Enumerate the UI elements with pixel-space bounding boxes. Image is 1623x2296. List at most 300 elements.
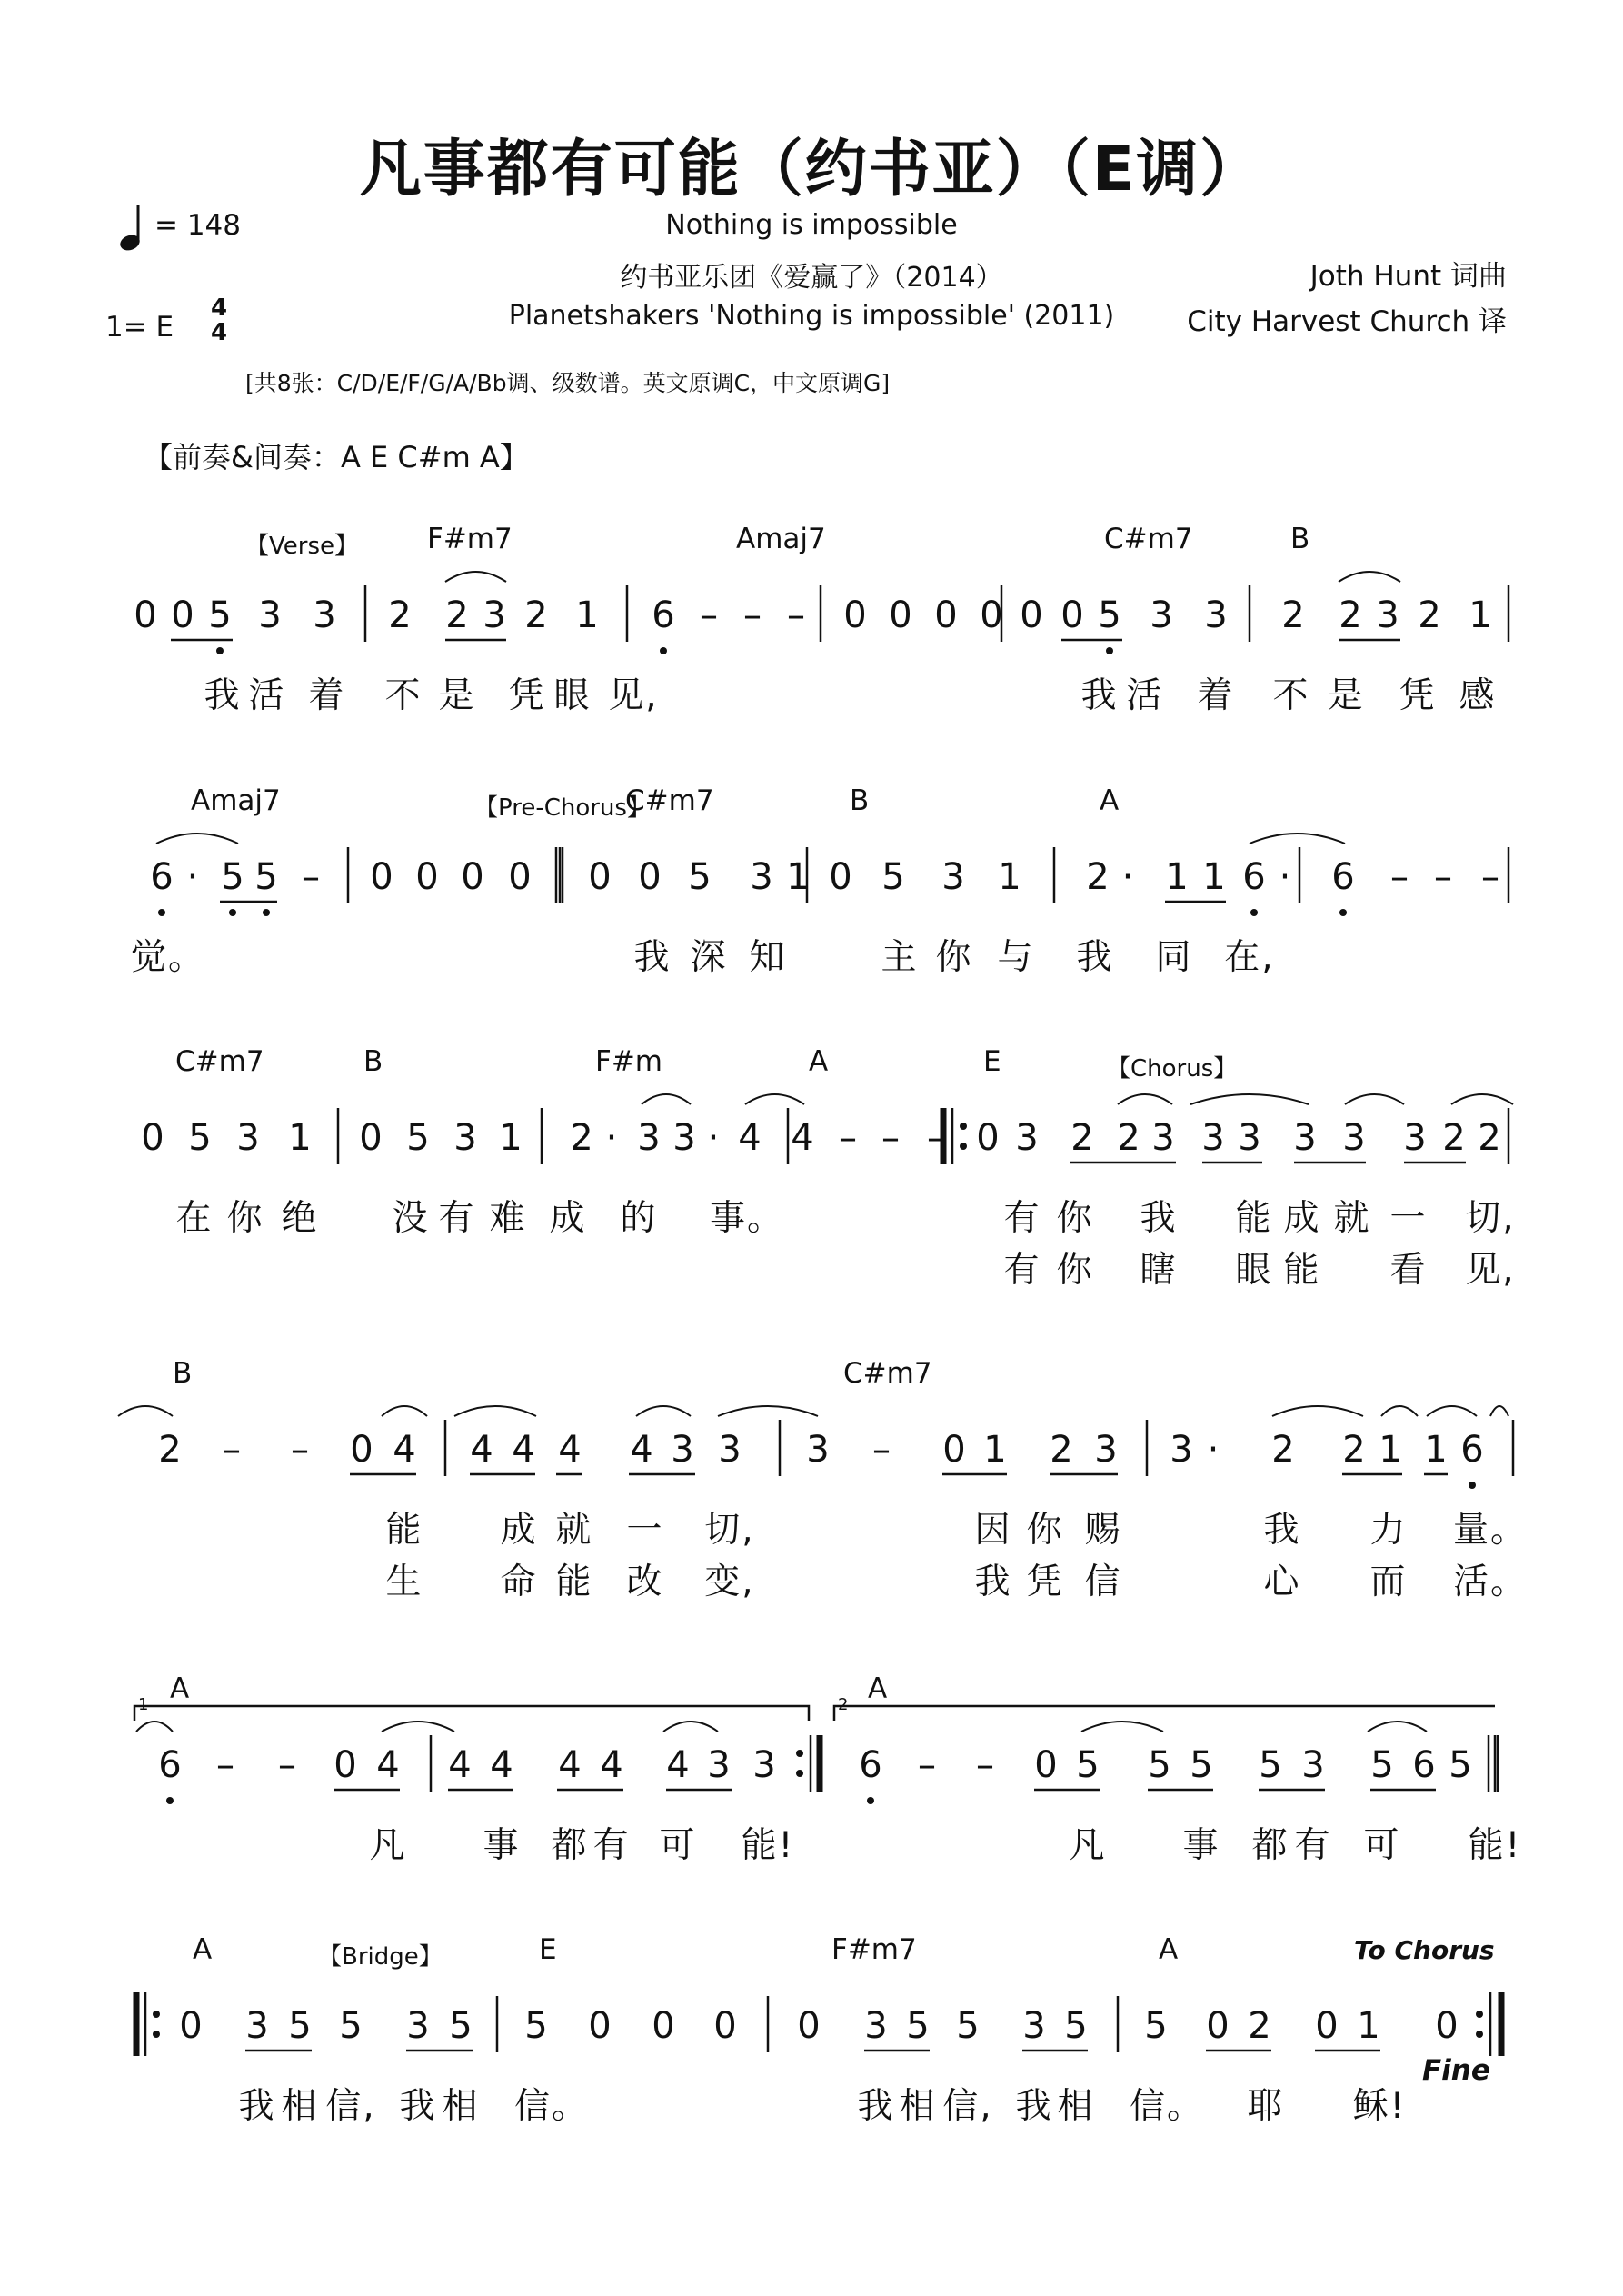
note-number: 4	[393, 1429, 416, 1471]
note-number: 0	[171, 594, 194, 636]
note-number: 6	[1331, 856, 1355, 898]
note-number: 2	[158, 1429, 182, 1471]
note-number: 3	[1015, 1117, 1039, 1159]
note-number: 1	[1424, 1429, 1448, 1471]
note-number: –	[927, 1117, 945, 1159]
lyric-syllable: 事。	[709, 1198, 785, 1239]
note-number: 3	[707, 1744, 731, 1786]
lyric-syllable: 我	[1076, 937, 1114, 978]
note-number: 0	[889, 594, 912, 636]
lyric-syllable: 我	[633, 937, 672, 978]
lyric-syllable: 耶	[1247, 2086, 1285, 2127]
note-number: 2	[1339, 594, 1362, 636]
lyric-syllable: 赐	[1084, 1510, 1122, 1551]
note-number: 2	[1086, 856, 1110, 898]
note-number: 3	[245, 2005, 269, 2047]
low-octave-dot	[1339, 909, 1347, 916]
lyric-syllable: 就	[555, 1510, 593, 1551]
lyric-syllable: 能	[1235, 1198, 1273, 1239]
repeat-dot	[960, 1143, 967, 1150]
tie-arc	[1381, 1406, 1418, 1416]
note-number: 2	[1117, 1117, 1140, 1159]
lyric-syllable: 在,	[1224, 937, 1275, 978]
note-number: 4	[738, 1117, 762, 1159]
tie-arc	[1272, 1406, 1363, 1416]
page-title: 凡事都有可能（约书亚）（E调）	[359, 134, 1264, 205]
note-number: 0	[461, 856, 484, 898]
note-number: 6	[859, 1744, 882, 1786]
lyric-syllable: 稣!	[1352, 2086, 1407, 2127]
lyric-syllable: 同	[1155, 937, 1193, 978]
note-number: 5	[688, 856, 712, 898]
tie-arc	[445, 572, 506, 582]
lyric-syllable: 一	[1389, 1198, 1428, 1239]
note-number: 1	[1379, 1429, 1402, 1471]
lyric-syllable: 成	[549, 1198, 587, 1239]
lyric-syllable: 的	[620, 1198, 658, 1239]
lyric-syllable: 眼	[1235, 1250, 1273, 1291]
note-number: 5	[1076, 1744, 1100, 1786]
lyric-syllable: 凭	[1399, 675, 1437, 716]
tie-arc	[1490, 1406, 1508, 1416]
note-number: 4	[558, 1429, 582, 1471]
note-number: 3	[483, 594, 506, 636]
lyric-syllable: 信,	[325, 2086, 376, 2127]
note-number: 5	[1098, 594, 1121, 636]
lyric-syllable: 见,	[608, 675, 659, 716]
note-number: 4	[490, 1744, 513, 1786]
section-label: 【Chorus】	[1107, 1055, 1238, 1083]
lyric-syllable: 在	[175, 1198, 214, 1239]
lyric-syllable: 知	[749, 937, 787, 978]
low-octave-dot	[216, 647, 224, 654]
note-number: 0	[134, 594, 157, 636]
note-number: 3	[313, 594, 336, 636]
lyric-syllable: 成	[500, 1510, 538, 1551]
note-number: 3	[1094, 1429, 1118, 1471]
note-number: 3	[1342, 1117, 1366, 1159]
lyric-syllable: 相	[442, 2086, 480, 2127]
tie-arc	[118, 1406, 173, 1416]
note-number: –	[918, 1744, 936, 1786]
note-number: 4	[791, 1117, 814, 1159]
lyric-syllable: 因	[974, 1510, 1012, 1551]
lyric-syllable: 活。	[1452, 1562, 1528, 1602]
chord-symbol: Amaj7	[736, 523, 826, 555]
note-number: 0	[1315, 2005, 1339, 2047]
note-number: 0	[334, 1744, 357, 1786]
lyric-syllable: 改	[626, 1562, 664, 1602]
chord-symbol: A	[1159, 1933, 1179, 1966]
repeat-dot	[153, 2011, 160, 2018]
lyric-syllable: 没	[392, 1198, 430, 1239]
note-number: –	[872, 1429, 891, 1471]
note-number: 2	[445, 594, 469, 636]
fine-mark: Fine	[1422, 2054, 1490, 2087]
note-number: 0	[350, 1429, 373, 1471]
lyric-syllable: 凭	[508, 675, 546, 716]
lyric-syllable: 有	[438, 1198, 476, 1239]
tie-arc	[1339, 572, 1400, 582]
low-octave-dot	[263, 909, 270, 916]
note-number: 2	[1248, 2005, 1271, 2047]
repeat-dot	[1476, 2031, 1483, 2038]
note-number: –	[881, 1117, 900, 1159]
tie-arc	[1368, 1722, 1427, 1732]
note-number: 5	[208, 594, 232, 636]
note-number: 1	[1165, 856, 1189, 898]
lyric-syllable: 活	[248, 675, 286, 716]
note-number: 0	[1435, 2005, 1459, 2047]
chord-symbol: E	[983, 1045, 1001, 1078]
tie-arc	[382, 1722, 454, 1732]
note-number: 5	[1190, 1744, 1213, 1786]
note-number: 5	[1449, 1744, 1472, 1786]
lyric-syllable: 你	[1056, 1198, 1094, 1239]
note-number: 0	[638, 856, 662, 898]
tie-arc	[1118, 1094, 1172, 1104]
tie-arc	[745, 1094, 804, 1104]
lyric-syllable: 不	[384, 675, 423, 716]
tie-arc	[1427, 1406, 1477, 1416]
note-number: ·	[707, 1117, 720, 1159]
note-number: 0	[976, 1117, 1000, 1159]
lyric-syllable: 眼	[553, 675, 592, 716]
section-label: 【Verse】	[245, 533, 358, 560]
note-number: 3	[1403, 1117, 1427, 1159]
lyric-syllable: 成	[1283, 1198, 1321, 1239]
chord-symbol: C#m7	[625, 784, 714, 817]
note-number: 0	[1020, 594, 1043, 636]
lyric-syllable: 命	[500, 1562, 538, 1602]
note-number: 0	[1034, 1744, 1058, 1786]
note-number: 2	[1070, 1117, 1094, 1159]
lyric-syllable: 你	[935, 937, 973, 978]
note-number: 0	[415, 856, 439, 898]
note-number: 4	[600, 1744, 623, 1786]
note-number: 2	[1342, 1429, 1366, 1471]
chord-symbol: C#m7	[843, 1357, 932, 1390]
note-number: –	[302, 856, 320, 898]
note-number: –	[787, 594, 805, 636]
note-number: 0	[829, 856, 852, 898]
lyric-syllable: 我	[1140, 1198, 1178, 1239]
note-number: 0	[713, 2005, 737, 2047]
note-number: 3	[1293, 1117, 1317, 1159]
note-number: 5	[956, 2005, 980, 2047]
chord-symbol: E	[539, 1933, 557, 1966]
lyric-syllable: 你	[1056, 1250, 1094, 1291]
note-number: ·	[605, 1117, 618, 1159]
low-octave-dot	[229, 909, 236, 916]
note-number: 6	[150, 856, 174, 898]
lyric-syllable: 信	[1084, 1562, 1122, 1602]
note-number: 4	[448, 1744, 472, 1786]
note-number: –	[216, 1744, 234, 1786]
note-number: 3	[453, 1117, 477, 1159]
note-number: –	[976, 1744, 994, 1786]
note-number: 0	[934, 594, 958, 636]
lyric-syllable: 事	[483, 1825, 521, 1866]
note-number: 1	[983, 1429, 1007, 1471]
note-number: 5	[288, 2005, 312, 2047]
lyric-syllable: 我	[1015, 2086, 1053, 2127]
note-number: 4	[376, 1744, 400, 1786]
tie-arc	[1250, 834, 1345, 844]
chord-symbol: A	[868, 1672, 888, 1705]
note-number: 1	[786, 856, 810, 898]
composer: Joth Hunt 词曲	[1309, 260, 1507, 293]
lyric-syllable: 着	[308, 675, 346, 716]
lyric-syllable: 着	[1197, 675, 1235, 716]
section-label: 【Bridge】	[318, 1943, 443, 1971]
lyric-syllable: 信,	[942, 2086, 993, 2127]
lyric-syllable: 瞎	[1140, 1250, 1178, 1291]
tie-arc	[636, 1406, 691, 1416]
note-number: 0	[508, 856, 532, 898]
lyric-syllable: 能	[385, 1510, 423, 1551]
note-number: 4	[558, 1744, 582, 1786]
note-number: 4	[666, 1744, 690, 1786]
note-number: –	[1481, 856, 1499, 898]
note-number: –	[291, 1429, 309, 1471]
lyric-syllable: 能!	[741, 1825, 795, 1866]
note-number: 2	[1442, 1117, 1466, 1159]
chord-symbol: A	[170, 1672, 190, 1705]
tie-arc	[663, 1722, 718, 1732]
note-number: 0	[797, 2005, 821, 2047]
lyric-syllable: 能	[1283, 1250, 1321, 1291]
low-octave-dot	[660, 647, 667, 654]
chord-symbol: Amaj7	[191, 784, 281, 817]
note-number: 0	[843, 594, 867, 636]
note-number: –	[278, 1744, 296, 1786]
note-number: 0	[1060, 594, 1084, 636]
note-number: 5	[254, 856, 278, 898]
low-octave-dot	[867, 1797, 874, 1804]
note-number: 3	[806, 1429, 830, 1471]
repeat-dot	[796, 1770, 803, 1777]
lyric-syllable: 觉。	[130, 937, 206, 978]
lyric-syllable: 有	[1003, 1250, 1041, 1291]
lyric-syllable: 是	[1327, 675, 1365, 716]
lyric-syllable: 看	[1389, 1250, 1428, 1291]
lyric-syllable: 与	[997, 937, 1035, 978]
note-number: ·	[186, 856, 199, 898]
note-number: 3	[718, 1429, 742, 1471]
lyric-syllable: 都	[1251, 1825, 1289, 1866]
lyric-syllable: 相	[281, 2086, 319, 2127]
chord-symbol: A	[809, 1045, 829, 1078]
chord-symbol: F#m	[595, 1045, 663, 1078]
tempo: = 148	[154, 209, 241, 242]
note-number: 3	[1201, 1117, 1225, 1159]
edition-note: [共8张：C/D/E/F/G/A/Bb调、级数谱。英文原调C，中文原调G]	[245, 370, 891, 396]
lyric-syllable: 你	[226, 1198, 264, 1239]
time-top: 4	[211, 294, 228, 322]
lyric-syllable: 我	[399, 2086, 437, 2127]
low-octave-dot	[166, 1797, 174, 1804]
note-number: 2	[1271, 1429, 1295, 1471]
key-signature: 1= E	[105, 311, 174, 344]
note-number: 3	[1150, 594, 1173, 636]
note-number: 5	[1144, 2005, 1168, 2047]
chord-symbol: C#m7	[1104, 523, 1193, 555]
lyric-syllable: 凡	[1069, 1825, 1107, 1866]
volta-number: 2	[838, 1695, 849, 1714]
note-number: 2	[1050, 1429, 1073, 1471]
tie-arc	[642, 1094, 691, 1104]
note-number: 1	[288, 1117, 312, 1159]
low-octave-dot	[1469, 1482, 1476, 1489]
english-title: Nothing is impossible	[665, 209, 958, 241]
lyric-syllable: 信。	[1129, 2086, 1205, 2127]
note-number: 1	[575, 594, 599, 636]
note-number: –	[223, 1429, 241, 1471]
note-number: 5	[221, 856, 244, 898]
chord-symbol: F#m7	[427, 523, 513, 555]
lyric-syllable: 绝	[281, 1198, 319, 1239]
note-number: 3	[1151, 1117, 1175, 1159]
note-number: –	[1434, 856, 1452, 898]
chord-symbol: B	[173, 1357, 193, 1390]
lyric-syllable: 力	[1369, 1510, 1408, 1551]
note-number: 3	[1376, 594, 1399, 636]
note-number: 0	[980, 594, 1003, 636]
album-en: Planetshakers 'Nothing is impossible' (2011)	[508, 300, 1115, 332]
tie-arc	[1190, 1094, 1309, 1104]
repeat-dot	[960, 1123, 967, 1130]
note-number: 3	[672, 1117, 696, 1159]
lyric-syllable: 凭	[1026, 1562, 1064, 1602]
note-number: 5	[906, 2005, 930, 2047]
chord-symbol: B	[1290, 523, 1310, 555]
note-number: 3	[1301, 1744, 1325, 1786]
note-number: 6	[1412, 1744, 1436, 1786]
note-number: 3	[236, 1117, 260, 1159]
note-number: 0	[588, 856, 612, 898]
lyric-syllable: 变,	[704, 1562, 755, 1602]
to-chorus-mark: To Chorus	[1354, 1935, 1495, 1965]
lyric-syllable: 我	[204, 675, 242, 716]
note-number: 2	[1478, 1117, 1501, 1159]
note-number: 6	[652, 594, 675, 636]
chord-symbol: B	[850, 784, 870, 817]
lyric-syllable: 都	[551, 1825, 589, 1866]
lyric-syllable: 主	[881, 937, 919, 978]
lyric-syllable: 我	[1080, 675, 1119, 716]
note-number: 3	[1170, 1429, 1193, 1471]
lyric-syllable: 可	[659, 1825, 697, 1866]
note-number: ·	[1207, 1429, 1220, 1471]
lyric-syllable: 事	[1182, 1825, 1220, 1866]
chord-symbol: B	[363, 1045, 383, 1078]
note-number: 5	[881, 856, 905, 898]
lyric-syllable: 可	[1363, 1825, 1401, 1866]
note-number: 0	[942, 1429, 966, 1471]
chord-symbol: A	[193, 1933, 213, 1966]
lyric-syllable: 生	[385, 1562, 423, 1602]
repeat-dot	[153, 2031, 160, 2038]
lyric-syllable: 深	[690, 937, 728, 978]
note-number: 2	[1281, 594, 1305, 636]
note-number: 6	[158, 1744, 182, 1786]
tie-arc	[718, 1406, 818, 1416]
note-number: 1	[1357, 2005, 1380, 2047]
note-number: 4	[630, 1429, 653, 1471]
lyric-syllable: 我	[238, 2086, 276, 2127]
note-number: 3	[752, 1744, 776, 1786]
lyric-syllable: 就	[1333, 1198, 1371, 1239]
chord-symbol: C#m7	[175, 1045, 264, 1078]
tie-arc	[1081, 1722, 1163, 1732]
note-number: 5	[406, 1117, 430, 1159]
note-number: ·	[1279, 856, 1291, 898]
lyric-syllable: 而	[1369, 1562, 1408, 1602]
note-number: 5	[1064, 2005, 1088, 2047]
note-number: 0	[1206, 2005, 1230, 2047]
tie-arc	[382, 1406, 427, 1416]
note-number: –	[743, 594, 762, 636]
note-number: 0	[588, 2005, 612, 2047]
lyric-syllable: 能!	[1468, 1825, 1522, 1866]
note-number: 3	[941, 856, 965, 898]
lyric-syllable: 一	[626, 1510, 664, 1551]
note-number: 0	[652, 2005, 675, 2047]
note-number: 3	[1238, 1117, 1261, 1159]
note-number: 3	[750, 856, 773, 898]
note-number: 1	[499, 1117, 523, 1159]
tie-arc	[1345, 1094, 1404, 1104]
note-number: 1	[1469, 594, 1492, 636]
chord-symbol: F#m7	[831, 1933, 917, 1966]
volta-bracket-2	[834, 1706, 1495, 1721]
lyric-syllable: 你	[1026, 1510, 1064, 1551]
note-number: 5	[339, 2005, 363, 2047]
low-octave-dot	[1250, 909, 1258, 916]
lyric-syllable: 有	[592, 1825, 631, 1866]
note-number: 5	[524, 2005, 548, 2047]
note-number: 2	[1418, 594, 1441, 636]
note-number: 3	[671, 1429, 694, 1471]
note-number: 3	[406, 2005, 430, 2047]
repeat-dot	[1476, 2011, 1483, 2018]
lyric-syllable: 我	[857, 2086, 895, 2127]
lyric-syllable: 信。	[513, 2086, 590, 2127]
note-number: 3	[637, 1117, 661, 1159]
note-number: 3	[258, 594, 282, 636]
note-number: 3	[1022, 2005, 1046, 2047]
volta-bracket-1	[134, 1706, 809, 1721]
note-number: –	[839, 1117, 857, 1159]
lyric-syllable: 感	[1459, 675, 1497, 716]
lyric-syllable: 相	[899, 2086, 937, 2127]
lyric-syllable: 不	[1272, 675, 1310, 716]
note-number: 3	[1204, 594, 1228, 636]
note-number: 6	[1242, 856, 1266, 898]
tie-arc	[454, 1406, 536, 1416]
lyric-syllable: 心	[1263, 1562, 1301, 1602]
note-number: 5	[1148, 1744, 1171, 1786]
note-number: 0	[359, 1117, 383, 1159]
note-number: 0	[141, 1117, 164, 1159]
time-bottom: 4	[211, 319, 228, 346]
note-number: 0	[179, 2005, 203, 2047]
note-number: 4	[470, 1429, 493, 1471]
note-number: 1	[1202, 856, 1226, 898]
lyric-syllable: 量。	[1452, 1510, 1528, 1551]
lyric-syllable: 切,	[1465, 1198, 1516, 1239]
